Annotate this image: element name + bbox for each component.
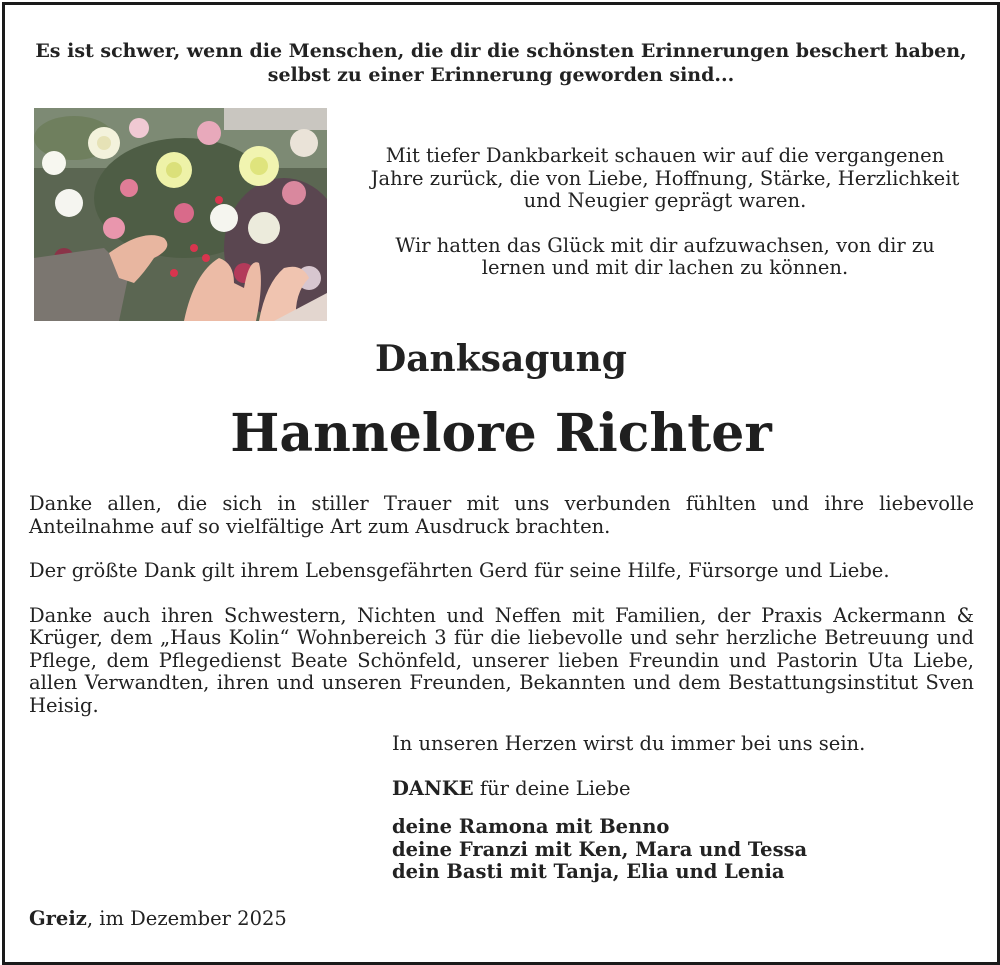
flower-arrangement-with-hands-image (34, 108, 327, 321)
place-city: Greiz (29, 907, 87, 930)
motto-line-2: selbst zu einer Erinnerung geworden sind... (267, 64, 735, 86)
closing-section (392, 733, 972, 884)
signer-1: deine Ramona mit Benno (392, 815, 670, 838)
obituary-card (2, 2, 1000, 965)
intro-text (345, 145, 985, 302)
motto-quote (5, 39, 997, 87)
deceased-name: Hannelore Richter (230, 403, 772, 464)
thanks-paragraph-3: Danke auch ihren Schwestern, Nichten und Neffen mit Familien, der Praxis Ackermann & Krüger, dem „Haus Kolin“ Wohnbereich 3 für die liebevolle und sehr herzliche Betreuung und Pflege, dem Pflegedienst Beate Schönfeld, unserer lieben Freundin und Pastorin Uta Liebe, allen Verwandten, ihren und unseren Freunden, Bekannten und dem Bestattungsinstitut Sven Heisig. (29, 603, 974, 717)
motto-line-1: Es ist schwer, wenn die Menschen, die dir die schönsten Erinnerungen beschert haben, (35, 40, 967, 62)
danke-rest: für deine Liebe (473, 776, 631, 800)
closing-line: In unseren Herzen wirst du immer bei uns sein. (392, 732, 866, 755)
place-and-date (29, 908, 287, 931)
intro-paragraph-1: Mit tiefer Dankbarkeit schauen wir auf die vergangenen Jahre zurück, die von Liebe, Hoffnung, Stärke, Herzlichkeit und Neugier geprägt waren. (370, 144, 960, 212)
signer-2: deine Franzi mit Ken, Mara und Tessa (392, 837, 808, 861)
danke-bold: DANKE (392, 776, 474, 800)
place-date: , im Dezember 2025 (86, 907, 287, 930)
signers-list (392, 816, 972, 884)
signer-3: dein Basti mit Tanja, Elia und Lenia (392, 860, 785, 883)
page-heading: Danksagung (375, 338, 627, 380)
intro-paragraph-2: Wir hatten das Glück mit dir aufzuwachsen, von dir zu lernen und mit dir lachen zu können. (395, 233, 935, 279)
thanks-body (29, 493, 974, 739)
thanks-paragraph-2: Der größte Dank gilt ihrem Lebensgefährten Gerd für seine Hilfe, Fürsorge und Liebe. (29, 559, 890, 582)
thanks-paragraph-1: Danke allen, die sich in stiller Trauer mit uns verbunden fühlten und ihre liebevolle Anteilnahme auf so vielfältige Art zum Ausdruck brachten. (29, 492, 974, 538)
danke-line (392, 778, 972, 801)
